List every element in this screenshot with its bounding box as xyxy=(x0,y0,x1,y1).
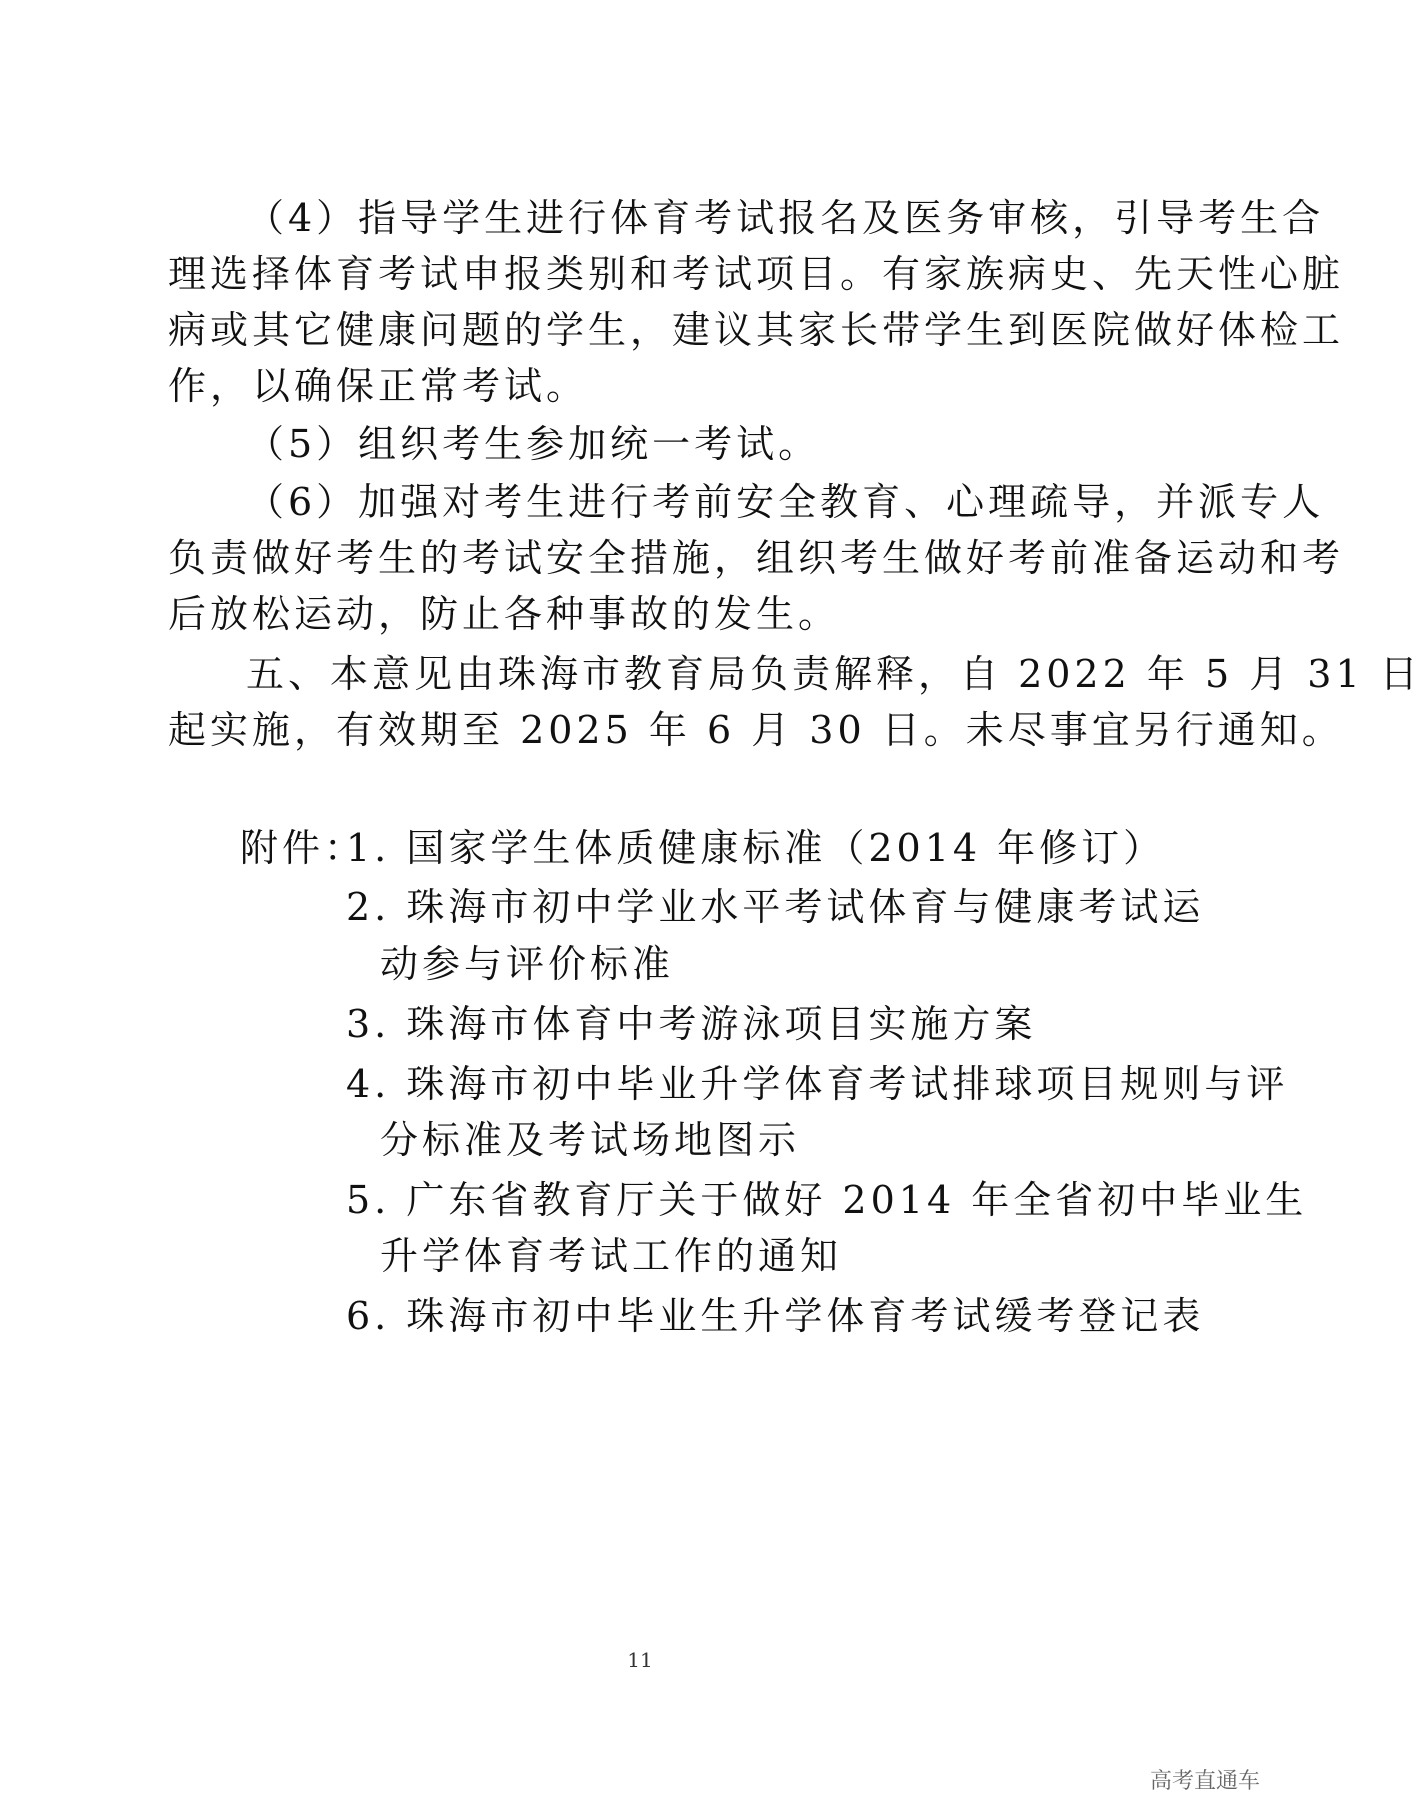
paragraph-6-line-3: 后放松运动，防止各种事故的发生。 xyxy=(168,592,841,636)
section-five-line-2: 起实施，有效期至 2025 年 6 月 30 日。未尽事宜另行通知。 xyxy=(168,708,1344,752)
paragraph-6-line-2: 负责做好考生的考试安全措施，组织考生做好考前准备运动和考 xyxy=(168,536,1345,580)
attachment-item-1: 1. 国家学生体质健康标准（2014 年修订） xyxy=(346,826,1166,870)
paragraph-4-line-2: 理选择体育考试申报类别和考试项目。有家族病史、先天性心脏 xyxy=(168,252,1345,296)
attachment-item-4-cont: 分标准及考试场地图示 xyxy=(380,1118,801,1162)
paragraph-4-line-1: （4）指导学生进行体育考试报名及医务审核，引导考生合 xyxy=(246,196,1325,240)
attachments-label: 附件： xyxy=(240,826,367,870)
attachment-item-3: 3. 珠海市体育中考游泳项目实施方案 xyxy=(346,1002,1037,1046)
attachment-item-5-cont: 升学体育考试工作的通知 xyxy=(380,1234,843,1278)
paragraph-6-line-1: （6）加强对考生进行考前安全教育、心理疏导，并派专人 xyxy=(246,480,1325,524)
paragraph-4-line-4: 作，以确保正常考试。 xyxy=(168,364,589,408)
paragraph-4-line-3: 病或其它健康问题的学生，建议其家长带学生到医院做好体检工 xyxy=(168,308,1345,352)
page-number: 11 xyxy=(627,1648,653,1672)
watermark-text: 高考直通车 xyxy=(1149,1769,1260,1794)
attachment-item-5: 5. 广东省教育厅关于做好 2014 年全省初中毕业生 xyxy=(346,1178,1308,1222)
attachment-item-2-cont: 动参与评价标准 xyxy=(380,942,675,986)
attachment-item-6: 6. 珠海市初中毕业生升学体育考试缓考登记表 xyxy=(346,1294,1205,1338)
attachment-item-2: 2. 珠海市初中学业水平考试体育与健康考试运 xyxy=(346,885,1205,929)
attachment-item-4: 4. 珠海市初中毕业升学体育考试排球项目规则与评 xyxy=(346,1062,1289,1106)
paragraph-5: （5）组织考生参加统一考试。 xyxy=(246,422,821,466)
section-five-line-1: 五、本意见由珠海市教育局负责解释，自 2022 年 5 月 31 日 xyxy=(246,652,1422,696)
